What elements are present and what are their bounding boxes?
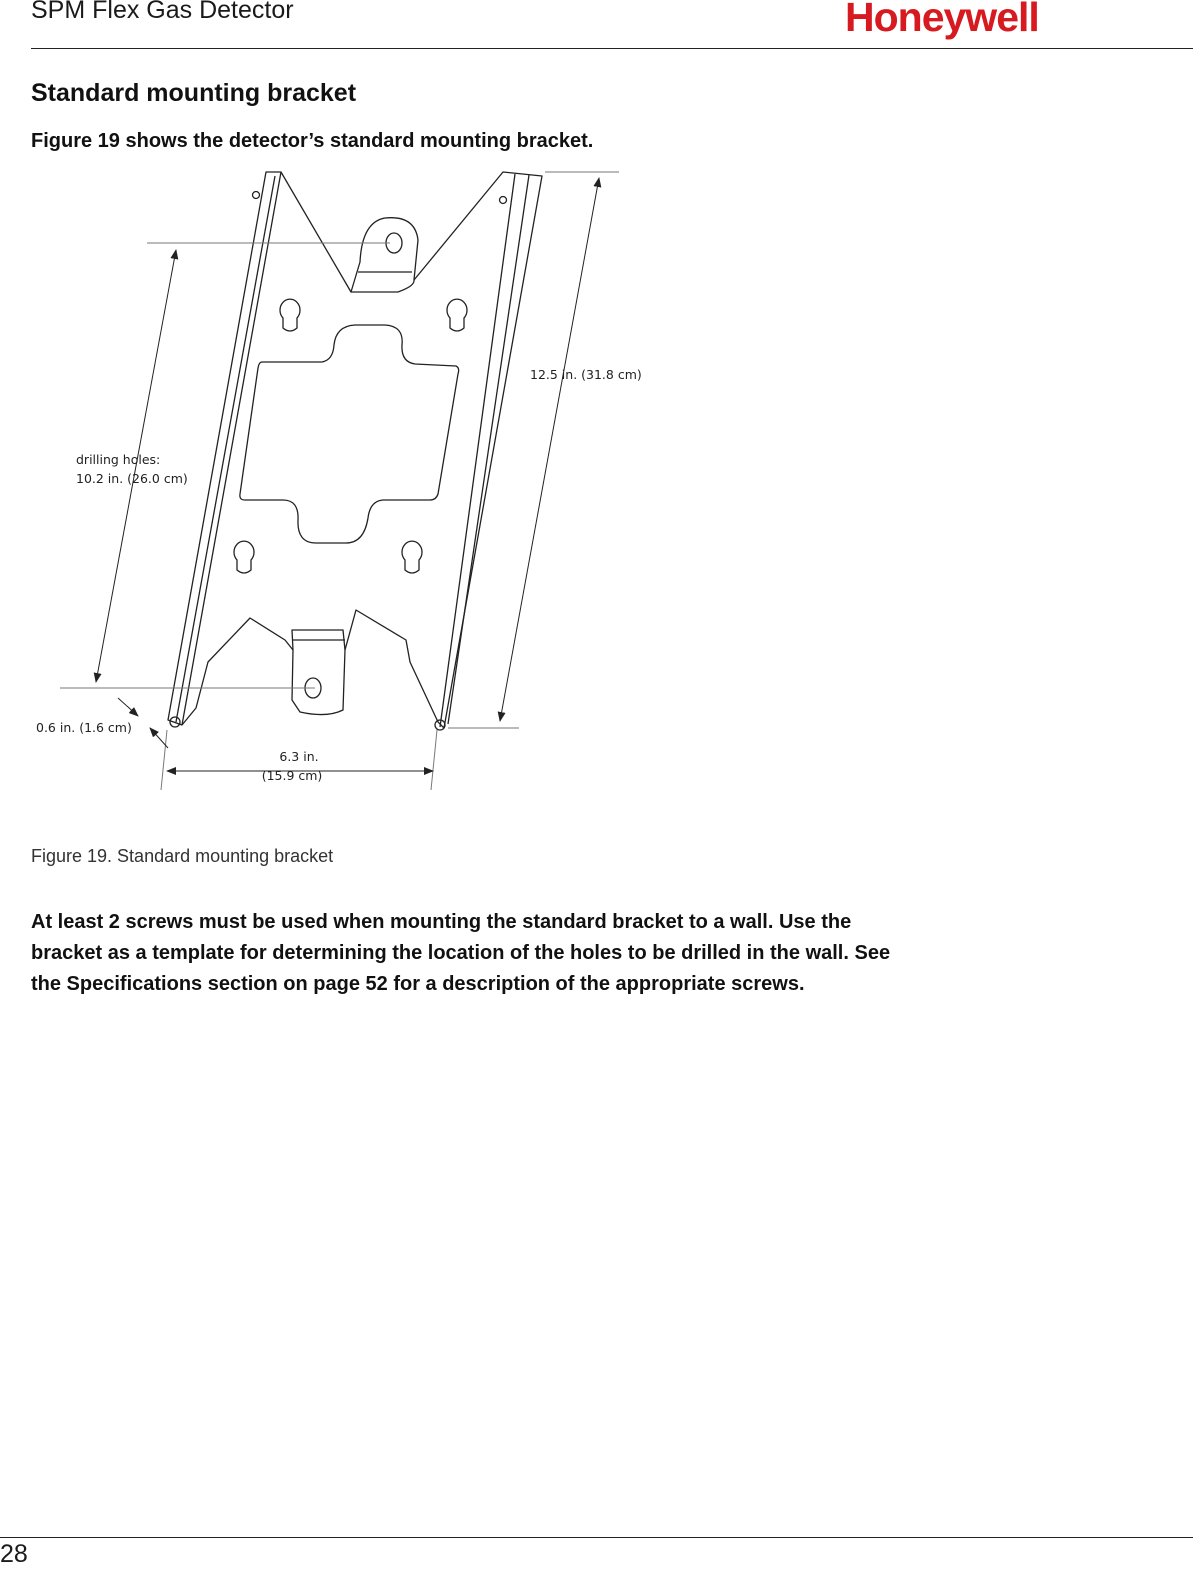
section-heading: Standard mounting bracket bbox=[31, 79, 357, 107]
header-divider bbox=[31, 48, 1193, 49]
keyhole-slot-4 bbox=[402, 541, 422, 573]
width-label: 6.3 in. bbox=[279, 749, 319, 764]
bracket-outline bbox=[168, 172, 542, 728]
right-rail-edge bbox=[440, 174, 515, 727]
left-rail-edge bbox=[182, 172, 281, 725]
honeywell-logo: Honeywell bbox=[845, 0, 1039, 40]
page-number: 28 bbox=[0, 1540, 28, 1568]
left-rail-edge-inner bbox=[176, 176, 275, 722]
mounting-bracket-figure bbox=[0, 160, 700, 800]
figure-caption: Figure 19. Standard mounting bracket bbox=[31, 846, 334, 866]
drilling-holes-value: 10.2 in. (26.0 cm) bbox=[76, 471, 188, 486]
body-paragraph: At least 2 screws must be used when mounting the standard bracket to a wall. Use the bracket as a template for determining the location of the holes to be drilled in the wall. See the Specifications section on page 52 for a description of the appropriate screws. bbox=[31, 911, 891, 995]
keyhole-slot-3 bbox=[234, 541, 254, 573]
height-dimension bbox=[500, 178, 599, 721]
footer-divider bbox=[0, 1537, 1193, 1538]
keyhole-slot-2 bbox=[447, 299, 467, 331]
rail-dimension-arrow-bottom bbox=[150, 728, 168, 748]
intro-paragraph: Figure 19 shows the detector’s standard mounting bracket. bbox=[31, 130, 594, 152]
drilling-holes-label: drilling holes: bbox=[76, 452, 161, 467]
height-label: 12.5 in. (31.8 cm) bbox=[530, 367, 642, 382]
corner-hole-left bbox=[253, 192, 260, 199]
right-rail-edge-inner bbox=[448, 175, 529, 724]
rail-dimension-arrow-top bbox=[118, 698, 138, 716]
corner-hole-right bbox=[500, 197, 507, 204]
rail-label: 0.6 in. (1.6 cm) bbox=[36, 720, 132, 735]
center-cutout bbox=[240, 325, 459, 543]
width-value: (15.9 cm) bbox=[261, 768, 323, 783]
bracket-drawing bbox=[168, 172, 542, 730]
document-title: SPM Flex Gas Detector bbox=[31, 0, 294, 24]
top-tab bbox=[351, 218, 418, 292]
keyhole-slot-1 bbox=[280, 299, 300, 331]
